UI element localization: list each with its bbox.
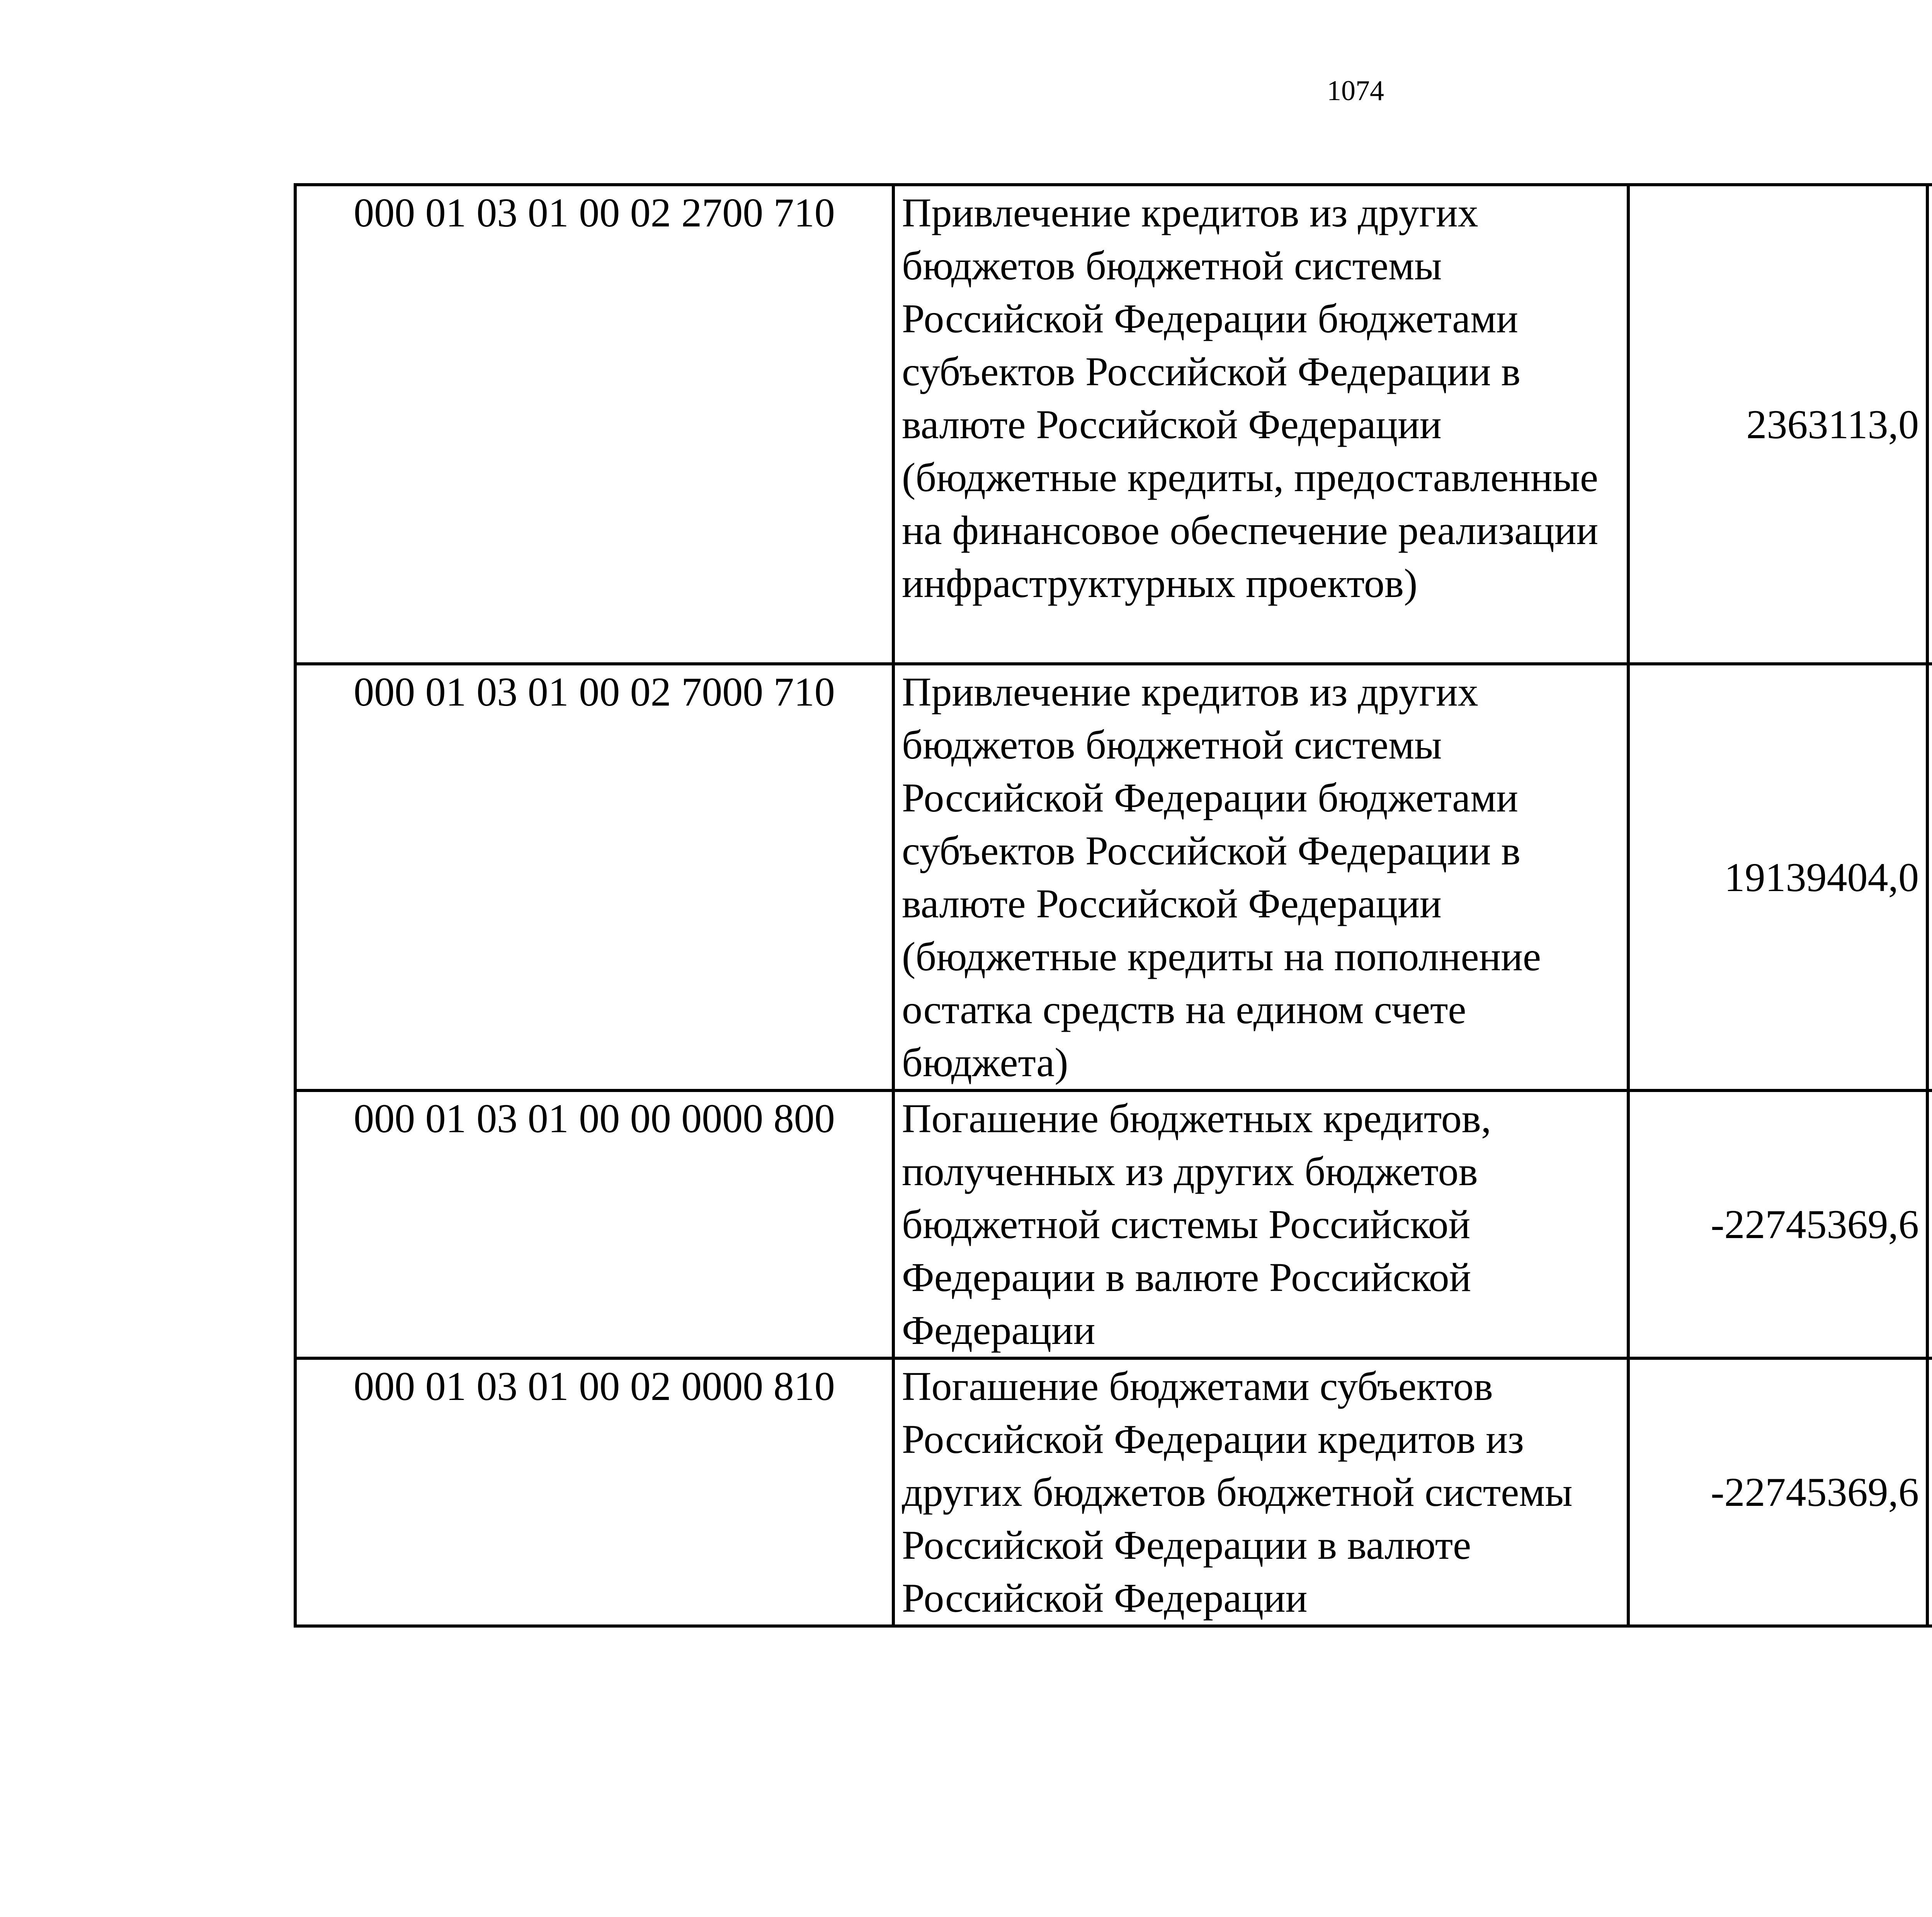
table-row bbox=[295, 185, 1932, 664]
source-description: Привлечение кредитов из других бюджетов бюджетной системы Российской Федерации бюджетами субъектов Российской Федерации в валюте Российской Федерации (бюджетные кредиты, предоставленные на финансовое обеспечение реализации инфраструктурных проектов) bbox=[893, 185, 1628, 664]
table-row bbox=[295, 1358, 1932, 1626]
amount-year-2 bbox=[1927, 1090, 1932, 1358]
budget-classification-code: 000 01 03 01 00 00 0000 800 bbox=[295, 1090, 893, 1358]
amount-year-1: -22745369,6 bbox=[1628, 1358, 1927, 1626]
amount-year-1: 2363113,0 bbox=[1628, 185, 1927, 664]
budget-classification-code: 000 01 03 01 00 02 7000 710 bbox=[295, 664, 893, 1090]
source-description: Привлечение кредитов из других бюджетов бюджетной системы Российской Федерации бюджетами субъектов Российской Федерации в валюте Российской Федерации (бюджетные кредиты на пополнение остатка средств на едином счете бюджета) bbox=[893, 664, 1628, 1090]
source-description: Погашение бюджетных кредитов, полученных из других бюджетов бюджетной системы Российской Федерации в валюте Российской Федерации bbox=[893, 1090, 1628, 1358]
table-row bbox=[295, 1090, 1932, 1358]
budget-classification-code: 000 01 03 01 00 02 2700 710 bbox=[295, 185, 893, 664]
amount-year-2 bbox=[1927, 1358, 1932, 1626]
amount-year-1: 19139404,0 bbox=[1628, 664, 1927, 1090]
budget-classification-code: 000 01 03 01 00 02 0000 810 bbox=[295, 1358, 893, 1626]
page-number: 1074 bbox=[1327, 75, 1384, 107]
amount-year-1: -22745369,6 bbox=[1628, 1090, 1927, 1358]
budget-sources-table bbox=[294, 183, 1932, 1628]
table-row bbox=[295, 664, 1932, 1090]
amount-year-2 bbox=[1927, 185, 1932, 664]
amount-year-2 bbox=[1927, 664, 1932, 1090]
source-description: Погашение бюджетами субъектов Российской Федерации кредитов из других бюджетов бюджетной системы Российской Федерации в валюте Российской Федерации bbox=[893, 1358, 1628, 1626]
